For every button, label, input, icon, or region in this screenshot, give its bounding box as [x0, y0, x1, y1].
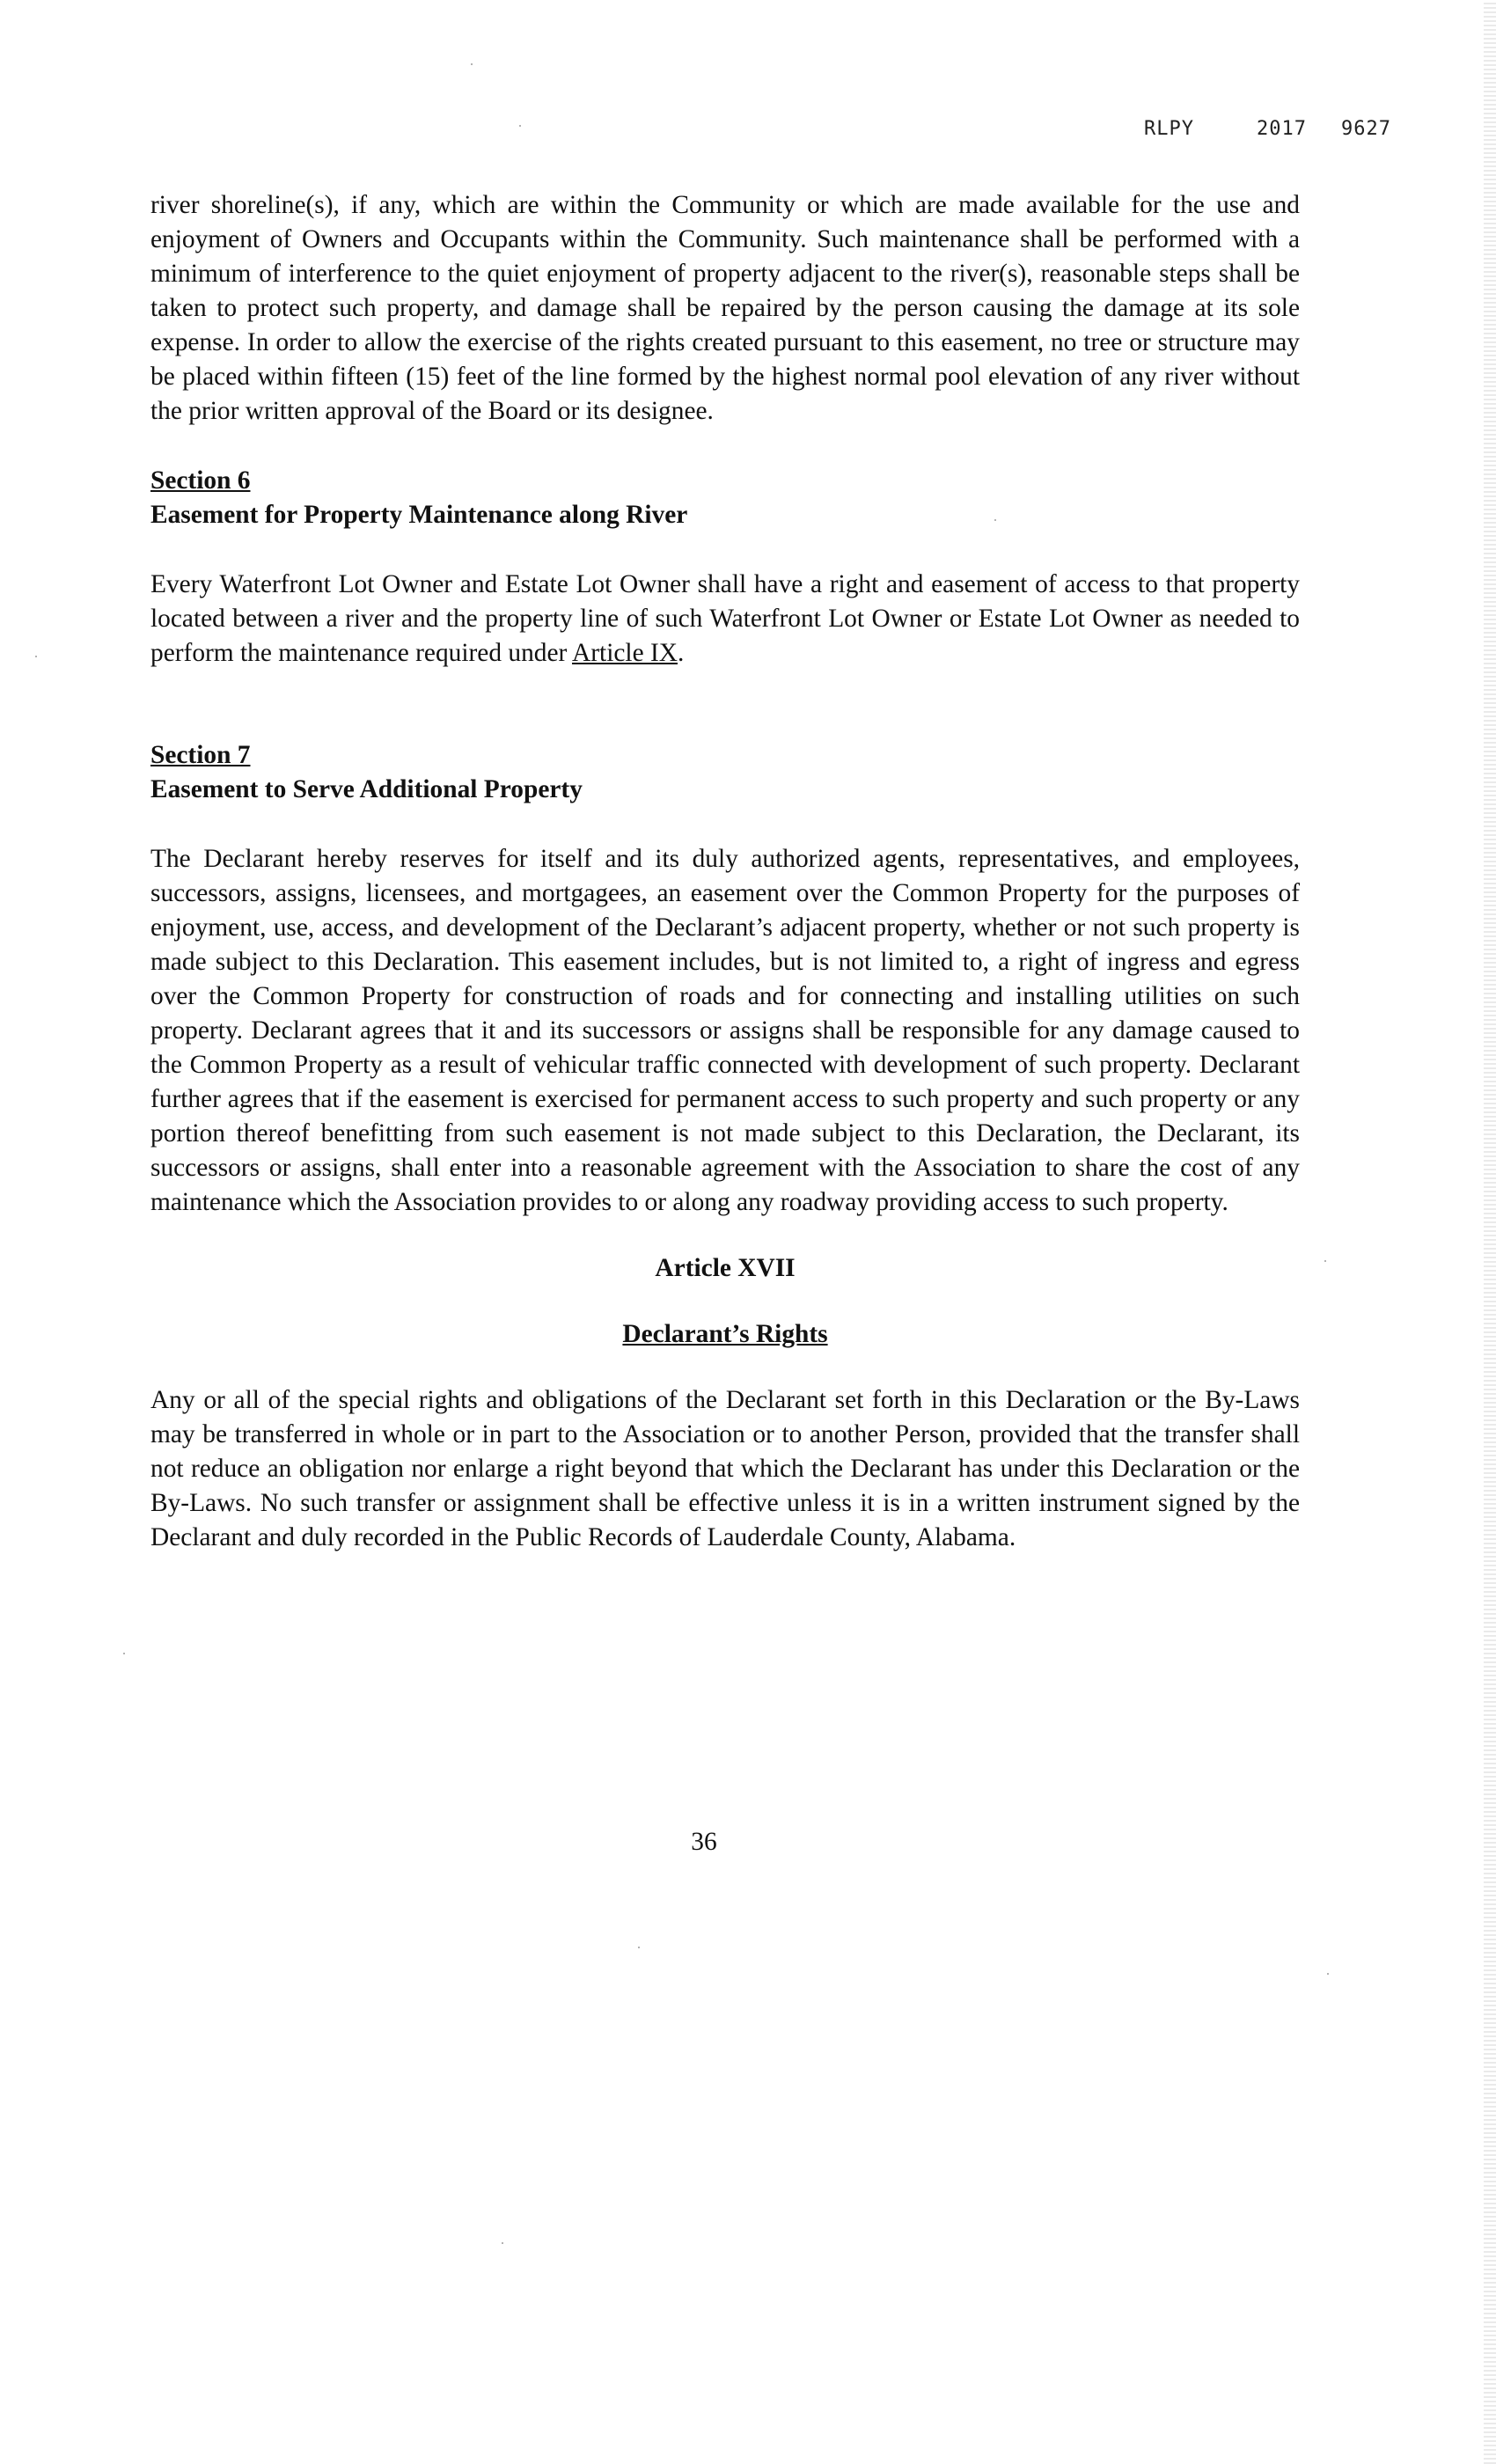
scan-speck	[1324, 1260, 1326, 1262]
section-7-title: Easement to Serve Additional Property	[150, 775, 583, 803]
recording-page-number: 9627	[1341, 118, 1391, 140]
section-7-heading	[150, 738, 1300, 807]
section-6-text-end: .	[678, 639, 685, 667]
scan-edge-artifact	[1484, 0, 1496, 2464]
page-number: 36	[691, 1828, 717, 1856]
article-17-heading: Article XVII	[655, 1254, 796, 1282]
section-7-paragraph: The Declarant hereby reserves for itself and its duly authorized agents, representatives, and employees, successors, assigns, licensees, and mortgagees, an easement over the Common Property for the purposes of enjoyment, use, access, and development of the Declarant’s adjacent property, whether or not such property is made subject to this Declaration. This easement includes, but is not limited to, a right of ingress and egress over the Common Property for construction of roads and for connecting and installing utilities on such property. Declarant agrees that it and its successors or assigns shall be responsible for any damage caused to the Common Property as a result of vehicular traffic connected with development of such property. Declarant further agrees that if the easement is exercised for permanent access to such property and such property or any portion thereof benefitting from such easement is not made subject to this Declaration, the Declarant, its successors or assigns, shall enter into a reasonable agreement with the Association to share the cost of any maintenance which the Association provides to or along any roadway providing access to such property.	[150, 845, 1300, 1216]
section-6-paragraph	[150, 568, 1300, 671]
recording-book-code: RLPY	[1144, 118, 1194, 140]
recording-year: 2017	[1257, 118, 1307, 140]
section-6-heading	[150, 464, 1300, 532]
section-6-text: Every Waterfront Lot Owner and Estate Lot Owner shall have a right and easement of access to that property located between a river and the property line of such Waterfront Lot Owner or Estate Lot Owner as needed to perform the maintenance required under	[150, 570, 1300, 667]
scan-speck	[1327, 1973, 1329, 1975]
document-body	[150, 188, 1300, 1555]
article-17-subheading: Declarant’s Rights	[622, 1320, 828, 1348]
scan-speck	[502, 2242, 503, 2244]
scan-speck	[471, 63, 473, 65]
scan-speck	[638, 1947, 640, 1948]
article-ix-reference: Article IX	[572, 639, 678, 667]
recording-stamp	[1144, 118, 1391, 140]
scan-speck	[519, 125, 521, 127]
section-6-title: Easement for Property Maintenance along River	[150, 501, 688, 529]
section-6-number: Section 6	[150, 466, 251, 495]
scan-speck	[35, 656, 37, 657]
scan-speck	[123, 1653, 125, 1654]
continuation-paragraph: river shoreline(s), if any, which are within the Community or which are made available for the use and enjoyment of Owners and Occupants within the Community. Such maintenance shall be performed with a minimum of interference to the quiet enjoyment of property adjacent to the river(s), reasonable steps shall be taken to protect such property, and damage shall be repaired by the person causing the damage at its sole expense. In order to allow the exercise of the rights created pursuant to this easement, no tree or structure may be placed within fifteen (15) feet of the line formed by the highest normal pool elevation of any river without the prior written approval of the Board or its designee.	[150, 191, 1300, 425]
article-17-paragraph: Any or all of the special rights and obligations of the Declarant set forth in this Declaration or the By-Laws may be transferred in whole or in part to the Association or to another Person, provided that the transfer shall not reduce an obligation nor enlarge a right beyond that which the Declarant has under this Declaration or the By-Laws. No such transfer or assignment shall be effective unless it is in a written instrument signed by the Declarant and duly recorded in the Public Records of Lauderdale County, Alabama.	[150, 1386, 1300, 1551]
section-7-number: Section 7	[150, 741, 251, 769]
